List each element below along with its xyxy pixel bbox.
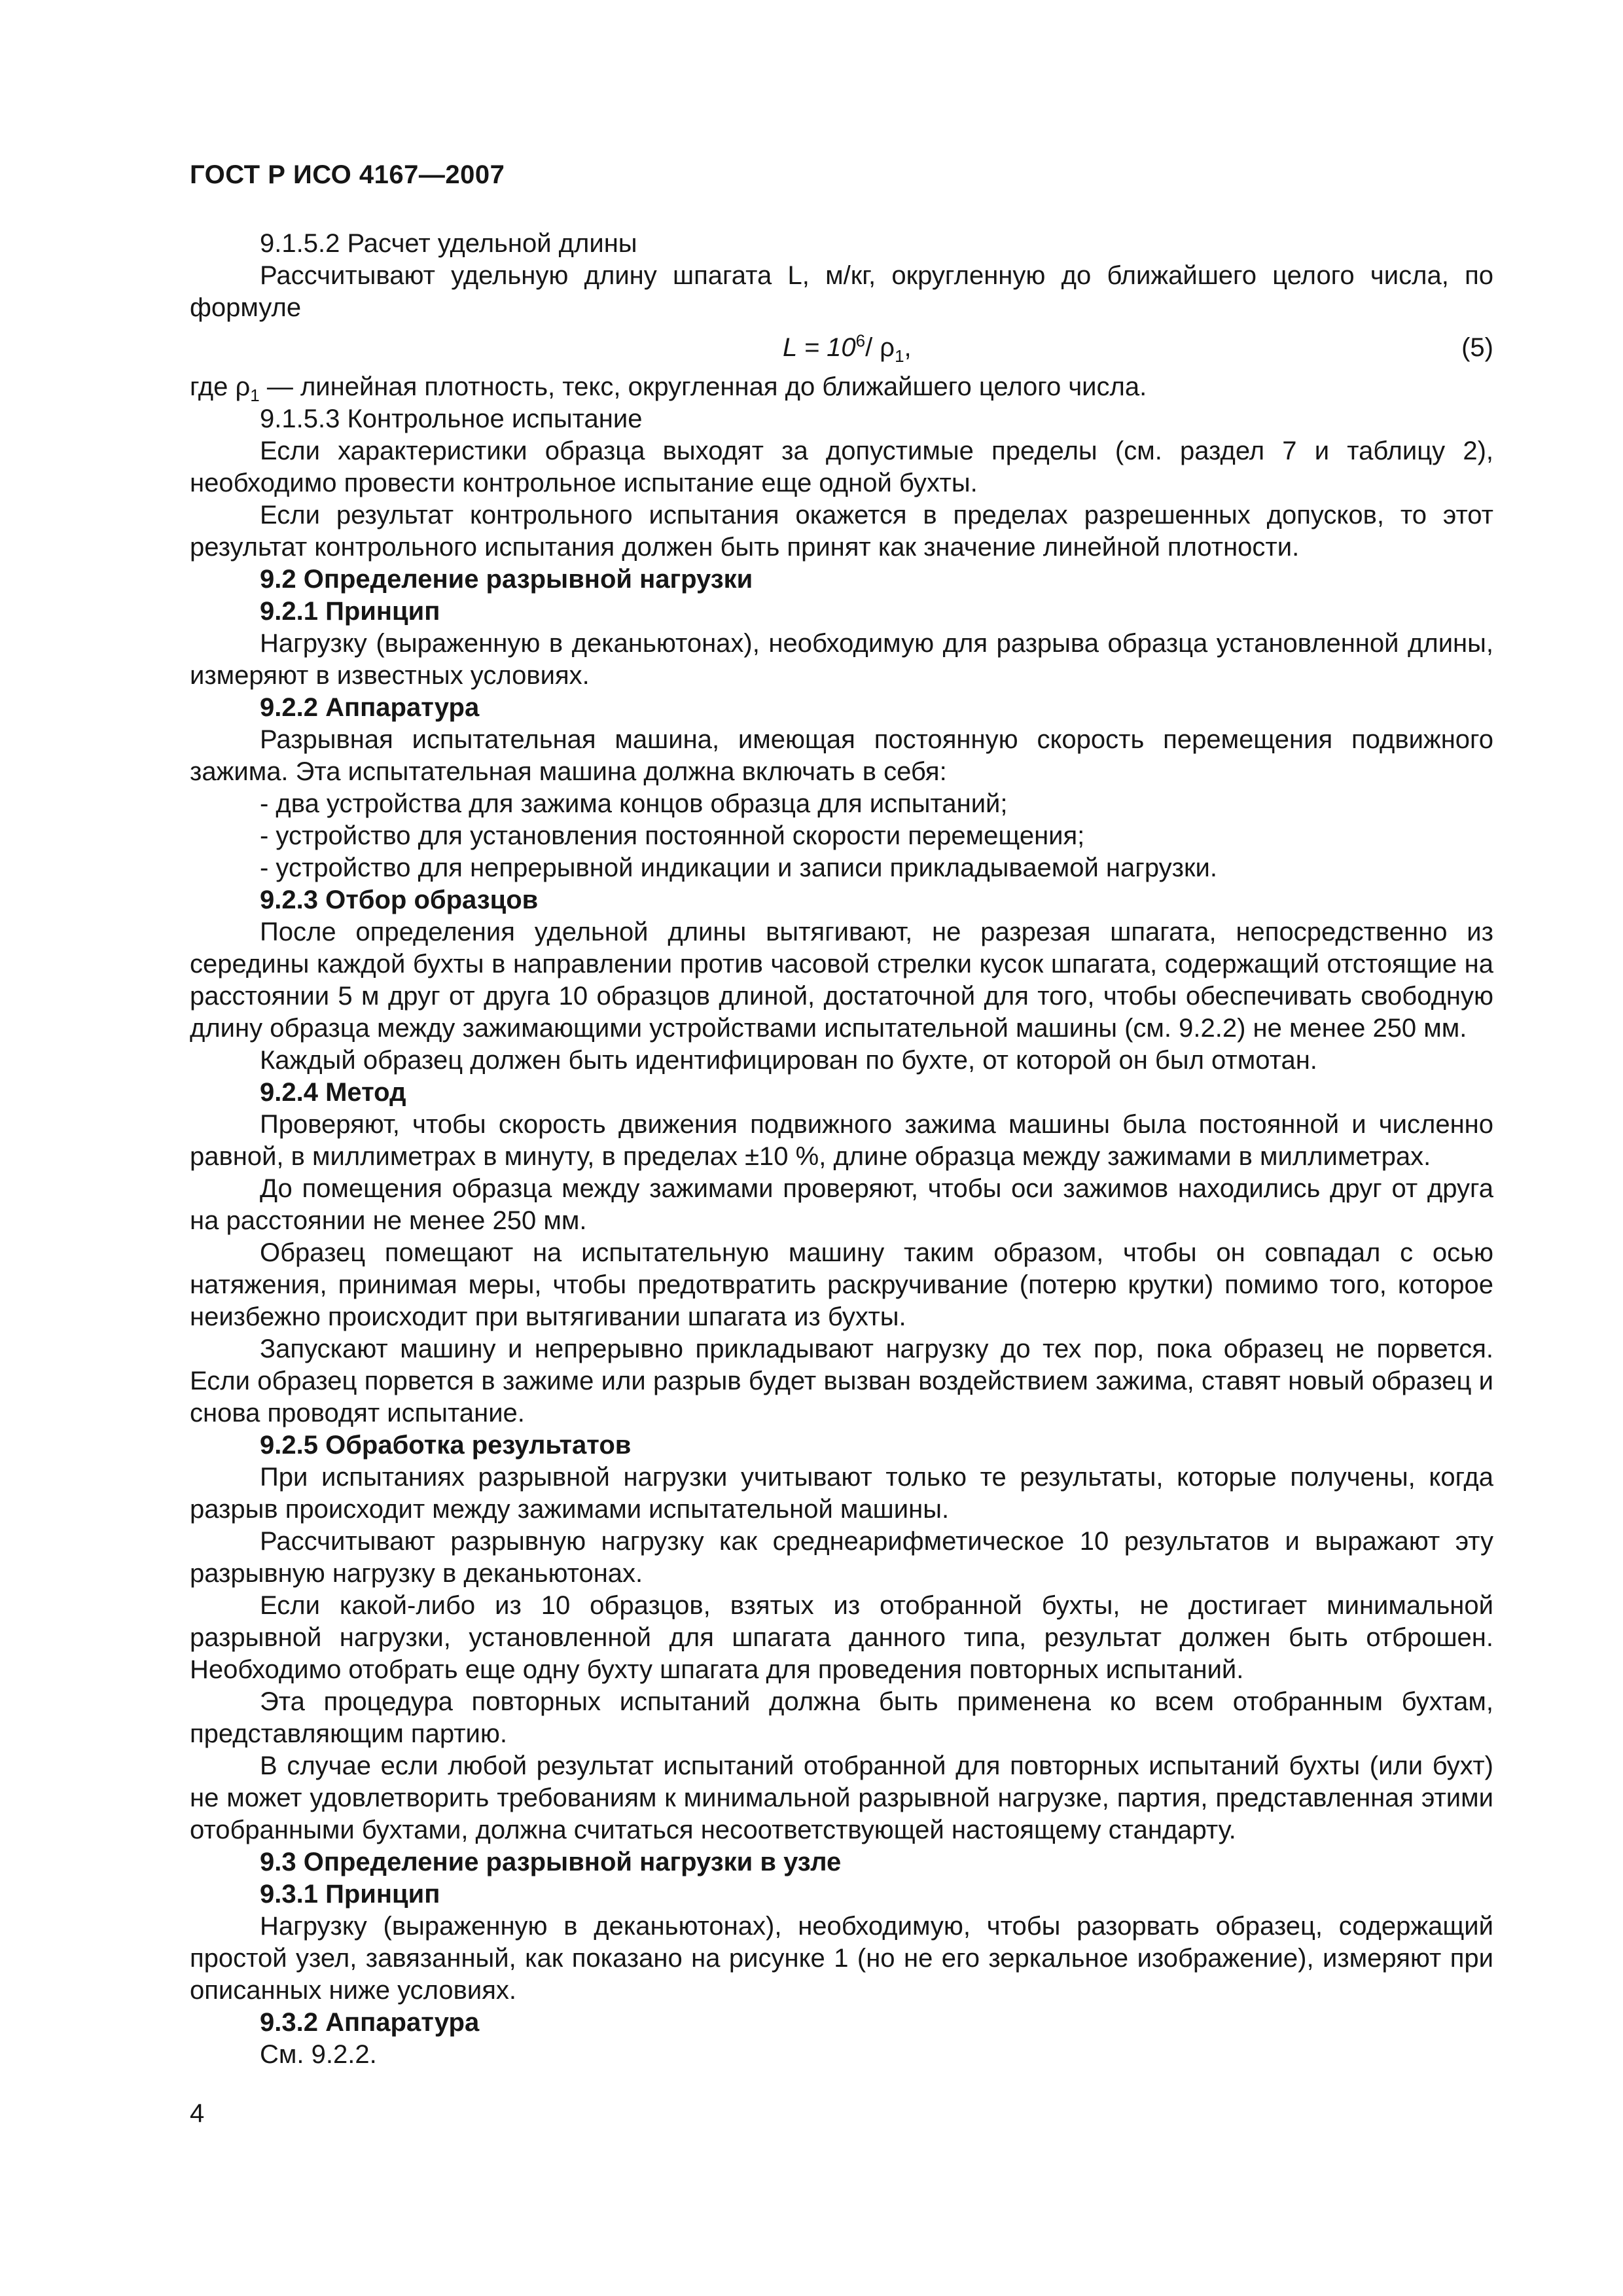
formula-where-clause bbox=[190, 371, 1493, 403]
where-subscript: 1 bbox=[250, 386, 260, 405]
subsection-9-3-2-heading: 9.3.2 Аппаратура bbox=[260, 2008, 480, 2037]
standard-header: ГОСТ Р ИСО 4167—2007 bbox=[190, 160, 505, 189]
paragraph-9-2-4-c: Образец помещают на испытательную машину таким образом, чтобы он совпадал с осью натяжения, принимая меры, чтобы предотвратить раскручивание (потерю крутки) помимо того, которое неизбежно происходит при вытягивании шпагата из бухты. bbox=[190, 1238, 1493, 1331]
formula-subscript: 1 bbox=[895, 346, 904, 366]
paragraph-9-2-3-b: Каждый образец должен быть идентифицирован по бухте, от которой он был отмотан. bbox=[260, 1046, 1317, 1075]
formula-expression bbox=[783, 332, 912, 364]
subsection-9-2-5-heading: 9.2.5 Обработка результатов bbox=[260, 1431, 632, 1460]
subsection-9-2-1-heading: 9.2.1 Принцип bbox=[260, 597, 440, 626]
formula-lhs: L = 10 bbox=[783, 333, 856, 362]
subsection-9-2-2-heading: 9.2.2 Аппаратура bbox=[260, 693, 480, 722]
section-9-3-heading: 9.3 Определение разрывной нагрузки в узле bbox=[260, 1848, 842, 1876]
formula-5 bbox=[190, 328, 1493, 368]
paragraph-specific-length: Рассчитывают удельную длину шпагата L, м/кг, округленную до ближайшего целого числа, по формуле bbox=[190, 261, 1493, 322]
formula-number: (5) bbox=[1461, 333, 1493, 362]
list-item: - два устройства для зажима концов образца для испытаний; bbox=[260, 789, 1008, 818]
paragraph-9-2-3-a: После определения удельной длины вытягивают, не разрезая шпагата, непосредственно из середины каждой бухты в направлении против часовой стрелки кусок шпагата, содержащий отстоящие на расстоянии 5 м друг от друга 10 образцов длиной, достаточной для того, чтобы обеспечивать свободную длину образца между зажимающими устройствами испытательной машины (см. 9.2.2) не менее 250 мм. bbox=[190, 918, 1493, 1043]
list-item: - устройство для непрерывной индикации и записи прикладываемой нагрузки. bbox=[260, 853, 1217, 882]
subsection-9-1-5-3-heading: 9.1.5.3 Контрольное испытание bbox=[260, 404, 643, 433]
where-text: — линейная плотность, текс, округленная до ближайшего целого числа. bbox=[259, 372, 1147, 401]
formula-divisor: / ρ bbox=[865, 333, 895, 362]
subsection-9-3-1-heading: 9.3.1 Принцип bbox=[260, 1880, 440, 1909]
where-prefix: где ρ bbox=[190, 372, 251, 401]
paragraph-9-3-2: См. 9.2.2. bbox=[260, 2040, 377, 2069]
paragraph-9-2-2: Разрывная испытательная машина, имеющая постоянную скорость перемещения подвижного зажима. Эта испытательная машина должна включать в себя: bbox=[190, 725, 1493, 786]
paragraph-9-2-4-a: Проверяют, чтобы скорость движения подвижного зажима машины была постоянной и численно равной, в миллиметрах в минуту, в пределах ±10 %, длине образца между зажимами в миллиметрах. bbox=[190, 1110, 1493, 1171]
formula-exponent: 6 bbox=[855, 331, 866, 351]
paragraph-control-test-2: Если результат контрольного испытания окажется в пределах разрешенных допусков, то этот результат контрольного испытания должен быть принят как значение линейной плотности. bbox=[190, 501, 1493, 562]
paragraph-control-test-1: Если характеристики образца выходят за допустимые пределы (см. раздел 7 и таблицу 2), необходимо провести контрольное испытание еще одной бухты. bbox=[190, 437, 1493, 497]
list-item: - устройство для установления постоянной скорости перемещения; bbox=[260, 821, 1085, 850]
paragraph-9-2-5-e: В случае если любой результат испытаний отобранной для повторных испытаний бухты (или бухт) не может удовлетворить требованиям к минимальной разрывной нагрузке, партия, представленная этими отобранными бухтами, должна считаться несоответствующей настоящему стандарту. bbox=[190, 1751, 1493, 1844]
page-number: 4 bbox=[190, 2099, 205, 2128]
subsection-9-2-3-heading: 9.2.3 Отбор образцов bbox=[260, 886, 539, 914]
subsection-9-2-4-heading: 9.2.4 Метод bbox=[260, 1078, 406, 1107]
paragraph-9-3-1: Нагрузку (выраженную в деканьютонах), необходимую, чтобы разорвать образец, содержащий простой узел, завязанный, как показано на рисунке 1 (но не его зеркальное изображение), измеряют при описанных ниже условиях. bbox=[190, 1912, 1493, 2005]
paragraph-9-2-1: Нагрузку (выраженную в деканьютонах), необходимую для разрыва образца установленной длины, измеряют в известных условиях. bbox=[190, 629, 1493, 690]
section-9-2-heading: 9.2 Определение разрывной нагрузки bbox=[260, 565, 753, 594]
paragraph-9-2-5-a: При испытаниях разрывной нагрузки учитывают только те результаты, которые получены, когда разрыв происходит между зажимами испытательной машины. bbox=[190, 1463, 1493, 1524]
paragraph-9-2-5-c: Если какой-либо из 10 образцов, взятых из отобранной бухты, не достигает минимальной разрывной нагрузки, установленной для шпагата данного типа, результат должен быть отброшен. Необходимо отобрать еще одну бухту шпагата для проведения повторных испытаний. bbox=[190, 1591, 1493, 1684]
paragraph-9-2-5-d: Эта процедура повторных испытаний должна быть применена ко всем отобранным бухтам, представляющим партию. bbox=[190, 1687, 1493, 1748]
document-body bbox=[190, 228, 1493, 2071]
subsection-9-1-5-2-heading: 9.1.5.2 Расчет удельной длины bbox=[260, 229, 637, 258]
formula-tail: , bbox=[904, 333, 912, 362]
paragraph-9-2-4-b: До помещения образца между зажимами проверяют, чтобы оси зажимов находились друг от друга на расстоянии не менее 250 мм. bbox=[190, 1174, 1493, 1235]
paragraph-9-2-4-d: Запускают машину и непрерывно прикладывают нагрузку до тех пор, пока образец не порвется. Если образец порвется в зажиме или разрыв будет вызван воздействием зажима, ставят новый образец и снова проводят испытание. bbox=[190, 1335, 1493, 1427]
paragraph-9-2-5-b: Рассчитывают разрывную нагрузку как среднеарифметическое 10 результатов и выражают эту разрывную нагрузку в деканьютонах. bbox=[190, 1527, 1493, 1588]
